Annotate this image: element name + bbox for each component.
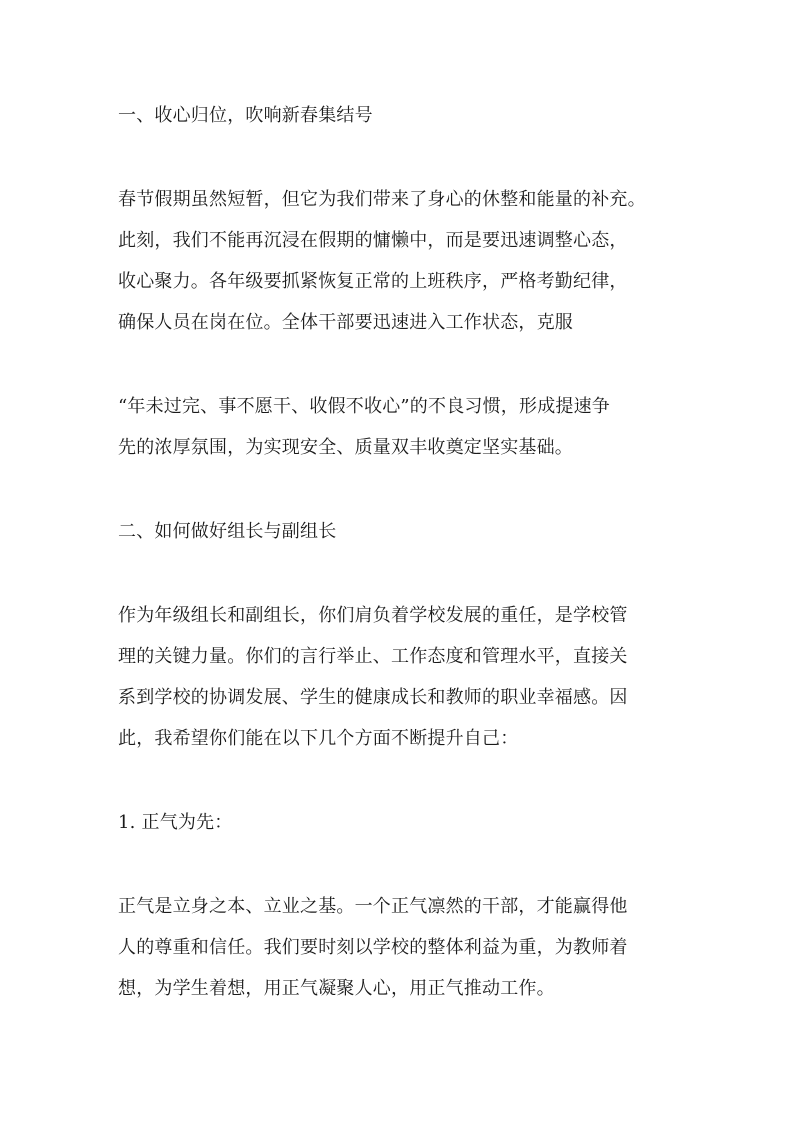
paragraph-line: 正气是立身之本、立业之基。一个正气凛然的干部，才能赢得他 <box>118 896 628 917</box>
section-heading: 一、收心归位，吹响新春集结号 <box>118 105 373 126</box>
paragraph-line: 确保人员在岗在位。全体干部要迅速进入工作状态，克服 <box>118 312 573 333</box>
paragraph-line: 收心聚力。各年级要抓紧恢复正常的上班秩序，严格考勤纪律， <box>118 271 628 292</box>
paragraph-line: “年未过完、事不愿干、收假不收心”的不良习惯，形成提速争 <box>118 396 611 417</box>
paragraph-line: 春节假期虽然短暂，但它为我们带来了身心的休整和能量的补充。 <box>118 189 646 210</box>
paragraph-line: 理的关键力量。你们的言行举止、工作态度和管理水平，直接关 <box>118 646 628 667</box>
paragraph-line: 此刻，我们不能再沉浸在假期的慵懒中，而是要迅速调整心态， <box>118 230 628 251</box>
paragraph-line: 先的浓厚氛围，为实现安全、质量双丰收奠定坚实基础。 <box>118 437 573 458</box>
paragraph-line: 此，我希望你们能在以下几个方面不断提升自己： <box>118 728 519 749</box>
section-heading: 二、如何做好组长与副组长 <box>118 521 337 542</box>
paragraph-line: 作为年级组长和副组长，你们肩负着学校发展的重任，是学校管 <box>118 605 628 626</box>
paragraph-line: 想，为学生着想，用正气凝聚人心，用正气推动工作。 <box>118 978 555 999</box>
item-heading: 1. 正气为先： <box>118 812 233 833</box>
paragraph-line: 人的尊重和信任。我们要时刻以学校的整体利益为重，为教师着 <box>118 937 628 958</box>
paragraph-line: 系到学校的协调发展、学生的健康成长和教师的职业幸福感。因 <box>118 687 628 708</box>
